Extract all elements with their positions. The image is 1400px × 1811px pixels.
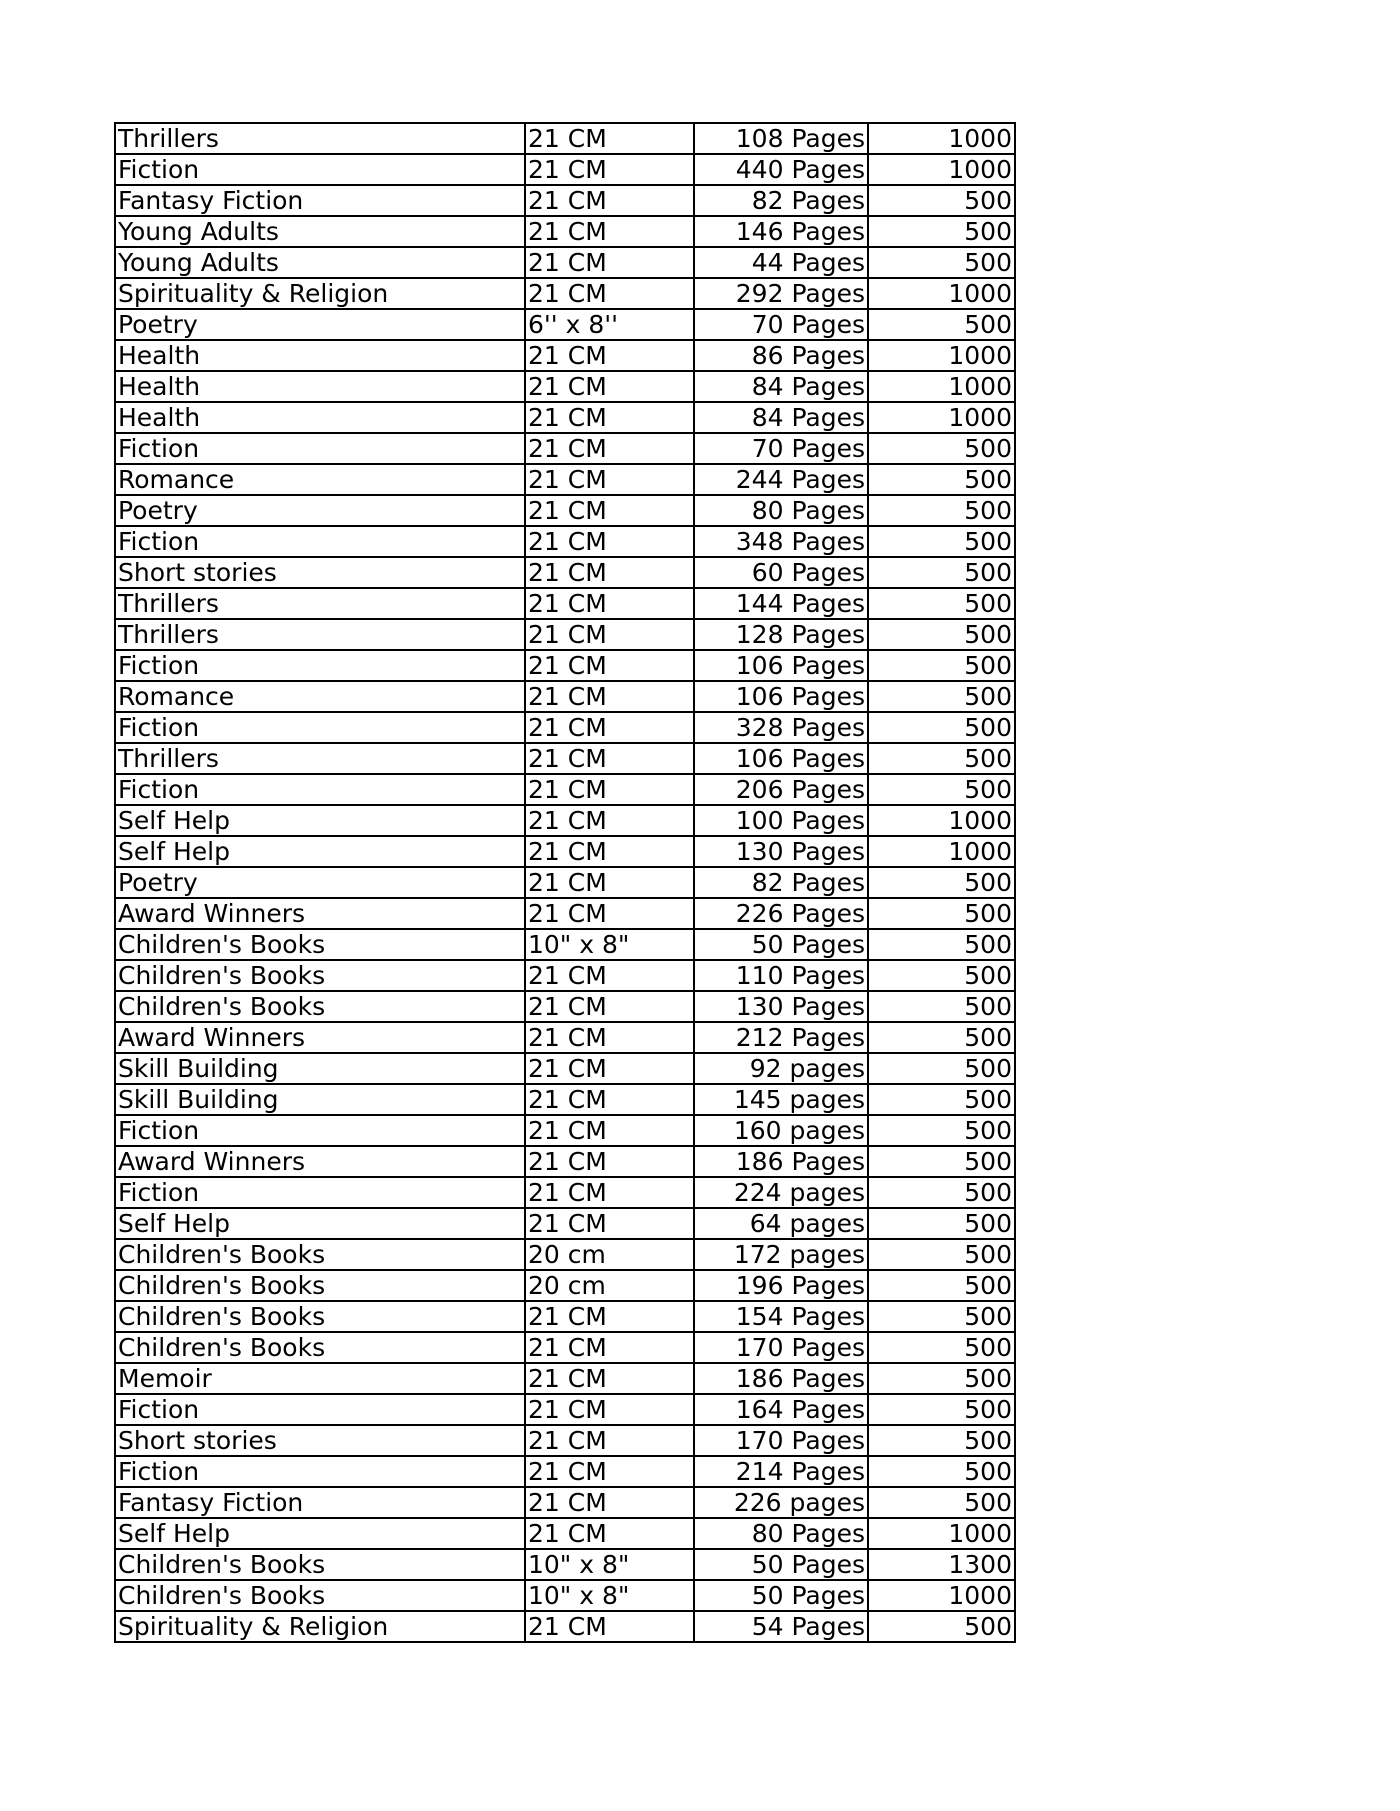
category-cell: Poetry bbox=[115, 867, 525, 898]
page-count-cell: 60 Pages bbox=[694, 557, 868, 588]
quantity-cell: 500 bbox=[868, 1301, 1015, 1332]
trim-size-cell: 21 CM bbox=[525, 247, 694, 278]
table-row bbox=[115, 619, 1015, 650]
trim-size-cell: 21 CM bbox=[525, 1115, 694, 1146]
trim-size-cell: 21 CM bbox=[525, 1301, 694, 1332]
page-count-cell: 328 Pages bbox=[694, 712, 868, 743]
table-row bbox=[115, 1487, 1015, 1518]
category-cell: Self Help bbox=[115, 1518, 525, 1549]
page-count-cell: 212 Pages bbox=[694, 1022, 868, 1053]
table-row bbox=[115, 1580, 1015, 1611]
page-count-cell: 64 pages bbox=[694, 1208, 868, 1239]
quantity-cell: 500 bbox=[868, 650, 1015, 681]
trim-size-cell: 21 CM bbox=[525, 867, 694, 898]
category-cell: Children's Books bbox=[115, 1301, 525, 1332]
category-cell: Romance bbox=[115, 464, 525, 495]
category-cell: Thrillers bbox=[115, 588, 525, 619]
category-cell: Fiction bbox=[115, 1115, 525, 1146]
quantity-cell: 1000 bbox=[868, 371, 1015, 402]
table-row bbox=[115, 154, 1015, 185]
page-count-cell: 82 Pages bbox=[694, 185, 868, 216]
trim-size-cell: 21 CM bbox=[525, 1518, 694, 1549]
table-row bbox=[115, 960, 1015, 991]
trim-size-cell: 21 CM bbox=[525, 1146, 694, 1177]
trim-size-cell: 21 CM bbox=[525, 185, 694, 216]
trim-size-cell: 21 CM bbox=[525, 1084, 694, 1115]
category-cell: Short stories bbox=[115, 1425, 525, 1456]
quantity-cell: 1000 bbox=[868, 340, 1015, 371]
table-row bbox=[115, 526, 1015, 557]
category-cell: Children's Books bbox=[115, 1270, 525, 1301]
quantity-cell: 500 bbox=[868, 588, 1015, 619]
trim-size-cell: 20 cm bbox=[525, 1239, 694, 1270]
table-row bbox=[115, 898, 1015, 929]
category-cell: Fiction bbox=[115, 1177, 525, 1208]
quantity-cell: 1000 bbox=[868, 836, 1015, 867]
table-row bbox=[115, 1022, 1015, 1053]
quantity-cell: 500 bbox=[868, 1053, 1015, 1084]
category-cell: Children's Books bbox=[115, 1332, 525, 1363]
page-count-cell: 440 Pages bbox=[694, 154, 868, 185]
quantity-cell: 500 bbox=[868, 1270, 1015, 1301]
trim-size-cell: 21 CM bbox=[525, 898, 694, 929]
quantity-cell: 500 bbox=[868, 960, 1015, 991]
category-cell: Fiction bbox=[115, 1394, 525, 1425]
page-count-cell: 84 Pages bbox=[694, 371, 868, 402]
page-count-cell: 164 Pages bbox=[694, 1394, 868, 1425]
category-cell: Skill Building bbox=[115, 1084, 525, 1115]
page-count-cell: 244 Pages bbox=[694, 464, 868, 495]
table-row bbox=[115, 557, 1015, 588]
table-row bbox=[115, 278, 1015, 309]
table-body bbox=[115, 123, 1015, 1642]
quantity-cell: 500 bbox=[868, 743, 1015, 774]
table-row bbox=[115, 247, 1015, 278]
page-count-cell: 80 Pages bbox=[694, 1518, 868, 1549]
trim-size-cell: 10" x 8" bbox=[525, 1549, 694, 1580]
quantity-cell: 500 bbox=[868, 216, 1015, 247]
quantity-cell: 500 bbox=[868, 1177, 1015, 1208]
trim-size-cell: 6'' x 8'' bbox=[525, 309, 694, 340]
category-cell: Health bbox=[115, 371, 525, 402]
quantity-cell: 500 bbox=[868, 433, 1015, 464]
page-count-cell: 224 pages bbox=[694, 1177, 868, 1208]
page-count-cell: 154 Pages bbox=[694, 1301, 868, 1332]
table-row bbox=[115, 929, 1015, 960]
table-row bbox=[115, 433, 1015, 464]
table-row bbox=[115, 1084, 1015, 1115]
category-cell: Award Winners bbox=[115, 1146, 525, 1177]
trim-size-cell: 21 CM bbox=[525, 495, 694, 526]
table-row bbox=[115, 1394, 1015, 1425]
category-cell: Fiction bbox=[115, 526, 525, 557]
trim-size-cell: 21 CM bbox=[525, 1611, 694, 1642]
category-cell: Young Adults bbox=[115, 216, 525, 247]
quantity-cell: 500 bbox=[868, 712, 1015, 743]
quantity-cell: 500 bbox=[868, 774, 1015, 805]
table-row bbox=[115, 1332, 1015, 1363]
category-cell: Spirituality & Religion bbox=[115, 278, 525, 309]
trim-size-cell: 21 CM bbox=[525, 960, 694, 991]
quantity-cell: 500 bbox=[868, 991, 1015, 1022]
quantity-cell: 500 bbox=[868, 557, 1015, 588]
page-count-cell: 160 pages bbox=[694, 1115, 868, 1146]
category-cell: Fiction bbox=[115, 774, 525, 805]
table-row bbox=[115, 805, 1015, 836]
category-cell: Children's Books bbox=[115, 1549, 525, 1580]
table-row bbox=[115, 681, 1015, 712]
trim-size-cell: 21 CM bbox=[525, 805, 694, 836]
table-row bbox=[115, 836, 1015, 867]
page-count-cell: 70 Pages bbox=[694, 309, 868, 340]
category-cell: Spirituality & Religion bbox=[115, 1611, 525, 1642]
quantity-cell: 500 bbox=[868, 185, 1015, 216]
page-count-cell: 130 Pages bbox=[694, 836, 868, 867]
trim-size-cell: 21 CM bbox=[525, 991, 694, 1022]
page-count-cell: 108 Pages bbox=[694, 123, 868, 154]
quantity-cell: 500 bbox=[868, 619, 1015, 650]
quantity-cell: 1000 bbox=[868, 278, 1015, 309]
trim-size-cell: 21 CM bbox=[525, 1456, 694, 1487]
category-cell: Children's Books bbox=[115, 991, 525, 1022]
table-row bbox=[115, 185, 1015, 216]
quantity-cell: 500 bbox=[868, 929, 1015, 960]
table-row bbox=[115, 464, 1015, 495]
trim-size-cell: 21 CM bbox=[525, 1208, 694, 1239]
table-row bbox=[115, 1301, 1015, 1332]
page-count-cell: 226 Pages bbox=[694, 898, 868, 929]
trim-size-cell: 21 CM bbox=[525, 650, 694, 681]
page-count-cell: 106 Pages bbox=[694, 681, 868, 712]
trim-size-cell: 20 cm bbox=[525, 1270, 694, 1301]
category-cell: Children's Books bbox=[115, 1580, 525, 1611]
table-row bbox=[115, 1146, 1015, 1177]
trim-size-cell: 21 CM bbox=[525, 774, 694, 805]
category-cell: Fiction bbox=[115, 1456, 525, 1487]
trim-size-cell: 21 CM bbox=[525, 1363, 694, 1394]
quantity-cell: 500 bbox=[868, 309, 1015, 340]
trim-size-cell: 21 CM bbox=[525, 433, 694, 464]
book-spec-table bbox=[114, 122, 1016, 1643]
trim-size-cell: 21 CM bbox=[525, 371, 694, 402]
page-count-cell: 82 Pages bbox=[694, 867, 868, 898]
page-count-cell: 106 Pages bbox=[694, 650, 868, 681]
table-row bbox=[115, 402, 1015, 433]
category-cell: Self Help bbox=[115, 836, 525, 867]
table-row bbox=[115, 1239, 1015, 1270]
trim-size-cell: 21 CM bbox=[525, 526, 694, 557]
category-cell: Children's Books bbox=[115, 960, 525, 991]
table-row bbox=[115, 1115, 1015, 1146]
table-row bbox=[115, 309, 1015, 340]
category-cell: Children's Books bbox=[115, 929, 525, 960]
page-count-cell: 54 Pages bbox=[694, 1611, 868, 1642]
quantity-cell: 1000 bbox=[868, 805, 1015, 836]
category-cell: Fantasy Fiction bbox=[115, 185, 525, 216]
table-row bbox=[115, 1518, 1015, 1549]
table-row bbox=[115, 774, 1015, 805]
quantity-cell: 1000 bbox=[868, 1580, 1015, 1611]
category-cell: Self Help bbox=[115, 1208, 525, 1239]
page-count-cell: 146 Pages bbox=[694, 216, 868, 247]
quantity-cell: 500 bbox=[868, 1084, 1015, 1115]
table-row bbox=[115, 1177, 1015, 1208]
trim-size-cell: 21 CM bbox=[525, 123, 694, 154]
trim-size-cell: 21 CM bbox=[525, 588, 694, 619]
category-cell: Fiction bbox=[115, 650, 525, 681]
trim-size-cell: 21 CM bbox=[525, 619, 694, 650]
quantity-cell: 1000 bbox=[868, 402, 1015, 433]
page-count-cell: 106 Pages bbox=[694, 743, 868, 774]
page-count-cell: 50 Pages bbox=[694, 1549, 868, 1580]
quantity-cell: 1300 bbox=[868, 1549, 1015, 1580]
table-row bbox=[115, 1456, 1015, 1487]
trim-size-cell: 21 CM bbox=[525, 278, 694, 309]
trim-size-cell: 21 CM bbox=[525, 836, 694, 867]
category-cell: Fiction bbox=[115, 712, 525, 743]
category-cell: Award Winners bbox=[115, 1022, 525, 1053]
category-cell: Short stories bbox=[115, 557, 525, 588]
table-row bbox=[115, 495, 1015, 526]
table-row bbox=[115, 1425, 1015, 1456]
quantity-cell: 500 bbox=[868, 526, 1015, 557]
category-cell: Fiction bbox=[115, 433, 525, 464]
category-cell: Poetry bbox=[115, 495, 525, 526]
category-cell: Health bbox=[115, 402, 525, 433]
quantity-cell: 500 bbox=[868, 867, 1015, 898]
trim-size-cell: 21 CM bbox=[525, 340, 694, 371]
page-count-cell: 50 Pages bbox=[694, 1580, 868, 1611]
trim-size-cell: 21 CM bbox=[525, 1022, 694, 1053]
quantity-cell: 500 bbox=[868, 1487, 1015, 1518]
table-row bbox=[115, 650, 1015, 681]
quantity-cell: 500 bbox=[868, 1332, 1015, 1363]
page-count-cell: 70 Pages bbox=[694, 433, 868, 464]
category-cell: Thrillers bbox=[115, 743, 525, 774]
table-row bbox=[115, 867, 1015, 898]
page-count-cell: 348 Pages bbox=[694, 526, 868, 557]
page-count-cell: 170 Pages bbox=[694, 1425, 868, 1456]
table-row bbox=[115, 1208, 1015, 1239]
page-count-cell: 214 Pages bbox=[694, 1456, 868, 1487]
category-cell: Young Adults bbox=[115, 247, 525, 278]
table-row bbox=[115, 340, 1015, 371]
category-cell: Thrillers bbox=[115, 123, 525, 154]
trim-size-cell: 21 CM bbox=[525, 402, 694, 433]
category-cell: Thrillers bbox=[115, 619, 525, 650]
page-count-cell: 186 Pages bbox=[694, 1363, 868, 1394]
quantity-cell: 500 bbox=[868, 1363, 1015, 1394]
trim-size-cell: 21 CM bbox=[525, 464, 694, 495]
trim-size-cell: 21 CM bbox=[525, 681, 694, 712]
category-cell: Poetry bbox=[115, 309, 525, 340]
category-cell: Children's Books bbox=[115, 1239, 525, 1270]
page-count-cell: 196 Pages bbox=[694, 1270, 868, 1301]
table-row bbox=[115, 588, 1015, 619]
quantity-cell: 1000 bbox=[868, 1518, 1015, 1549]
table-row bbox=[115, 991, 1015, 1022]
trim-size-cell: 21 CM bbox=[525, 1053, 694, 1084]
table-row bbox=[115, 1549, 1015, 1580]
category-cell: Award Winners bbox=[115, 898, 525, 929]
category-cell: Memoir bbox=[115, 1363, 525, 1394]
page-count-cell: 292 Pages bbox=[694, 278, 868, 309]
page-count-cell: 100 Pages bbox=[694, 805, 868, 836]
page-count-cell: 144 Pages bbox=[694, 588, 868, 619]
trim-size-cell: 21 CM bbox=[525, 154, 694, 185]
trim-size-cell: 21 CM bbox=[525, 1332, 694, 1363]
quantity-cell: 500 bbox=[868, 898, 1015, 929]
page-count-cell: 50 Pages bbox=[694, 929, 868, 960]
page-count-cell: 226 pages bbox=[694, 1487, 868, 1518]
quantity-cell: 500 bbox=[868, 1456, 1015, 1487]
trim-size-cell: 21 CM bbox=[525, 557, 694, 588]
trim-size-cell: 10" x 8" bbox=[525, 1580, 694, 1611]
quantity-cell: 500 bbox=[868, 1208, 1015, 1239]
quantity-cell: 500 bbox=[868, 681, 1015, 712]
page-count-cell: 170 Pages bbox=[694, 1332, 868, 1363]
page-count-cell: 44 Pages bbox=[694, 247, 868, 278]
table-row bbox=[115, 743, 1015, 774]
quantity-cell: 1000 bbox=[868, 154, 1015, 185]
quantity-cell: 500 bbox=[868, 1239, 1015, 1270]
page-count-cell: 186 Pages bbox=[694, 1146, 868, 1177]
table-row bbox=[115, 1611, 1015, 1642]
category-cell: Fiction bbox=[115, 154, 525, 185]
quantity-cell: 500 bbox=[868, 1146, 1015, 1177]
page-count-cell: 92 pages bbox=[694, 1053, 868, 1084]
trim-size-cell: 10" x 8" bbox=[525, 929, 694, 960]
table-row bbox=[115, 371, 1015, 402]
trim-size-cell: 21 CM bbox=[525, 743, 694, 774]
page-count-cell: 172 pages bbox=[694, 1239, 868, 1270]
table-row bbox=[115, 1270, 1015, 1301]
category-cell: Skill Building bbox=[115, 1053, 525, 1084]
quantity-cell: 500 bbox=[868, 247, 1015, 278]
quantity-cell: 500 bbox=[868, 1611, 1015, 1642]
trim-size-cell: 21 CM bbox=[525, 712, 694, 743]
page-count-cell: 206 Pages bbox=[694, 774, 868, 805]
page-count-cell: 86 Pages bbox=[694, 340, 868, 371]
table-row bbox=[115, 1363, 1015, 1394]
page-count-cell: 128 Pages bbox=[694, 619, 868, 650]
quantity-cell: 1000 bbox=[868, 123, 1015, 154]
quantity-cell: 500 bbox=[868, 1394, 1015, 1425]
page-count-cell: 130 Pages bbox=[694, 991, 868, 1022]
category-cell: Health bbox=[115, 340, 525, 371]
trim-size-cell: 21 CM bbox=[525, 216, 694, 247]
quantity-cell: 500 bbox=[868, 464, 1015, 495]
category-cell: Fantasy Fiction bbox=[115, 1487, 525, 1518]
trim-size-cell: 21 CM bbox=[525, 1177, 694, 1208]
trim-size-cell: 21 CM bbox=[525, 1425, 694, 1456]
page-count-cell: 84 Pages bbox=[694, 402, 868, 433]
trim-size-cell: 21 CM bbox=[525, 1487, 694, 1518]
page-count-cell: 145 pages bbox=[694, 1084, 868, 1115]
trim-size-cell: 21 CM bbox=[525, 1394, 694, 1425]
category-cell: Romance bbox=[115, 681, 525, 712]
quantity-cell: 500 bbox=[868, 1115, 1015, 1146]
table-row bbox=[115, 1053, 1015, 1084]
table-row bbox=[115, 712, 1015, 743]
table-row bbox=[115, 216, 1015, 247]
quantity-cell: 500 bbox=[868, 1022, 1015, 1053]
category-cell: Self Help bbox=[115, 805, 525, 836]
table-row bbox=[115, 123, 1015, 154]
page-count-cell: 110 Pages bbox=[694, 960, 868, 991]
quantity-cell: 500 bbox=[868, 495, 1015, 526]
quantity-cell: 500 bbox=[868, 1425, 1015, 1456]
page-count-cell: 80 Pages bbox=[694, 495, 868, 526]
